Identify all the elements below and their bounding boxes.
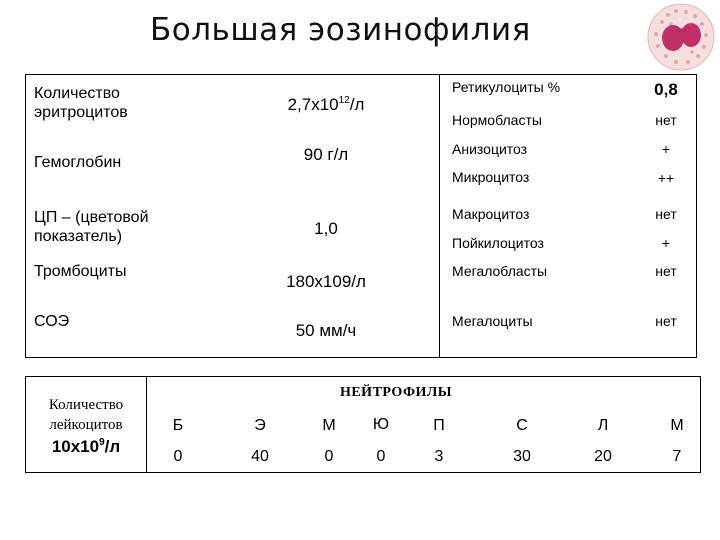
erythrocyte-count-label: Количество эритроцитов bbox=[34, 85, 128, 121]
blood-parameters-table bbox=[25, 74, 697, 358]
column-header-m2: М bbox=[670, 417, 684, 434]
esr-label: СОЭ bbox=[34, 313, 70, 330]
leukocyte-count-label-line1: Количество bbox=[48, 397, 124, 413]
value-metamyelocytes: 0 bbox=[376, 448, 386, 465]
leukocyte-count-label-line2: лейкоцитов bbox=[49, 417, 123, 433]
eosinophil-cell-image bbox=[646, 2, 716, 72]
erythrocyte-count-value: $2,7х10^{12}/л$ bbox=[287, 95, 365, 114]
column-header-l: Л bbox=[597, 417, 609, 434]
macrocytosis-label: Макроцитоз bbox=[452, 206, 530, 222]
column-header-m: М bbox=[322, 417, 336, 434]
microcytosis-value: ++ bbox=[657, 170, 675, 186]
value-segmented: 30 bbox=[513, 448, 531, 465]
esr-value: 50 мм/ч bbox=[295, 321, 357, 340]
platelets-label: Тромбоциты bbox=[34, 263, 127, 280]
column-header-yu: Ю bbox=[372, 416, 390, 433]
reticulocytes-value: 0,8 bbox=[654, 80, 678, 99]
column-header-p: П bbox=[433, 417, 445, 434]
value-monocytes: 7 bbox=[672, 448, 682, 465]
slide-title: Большая эозинофилия bbox=[150, 12, 531, 48]
reticulocytes-label: Ретикулоциты % bbox=[452, 79, 561, 95]
value-lymphocytes: 20 bbox=[594, 448, 612, 465]
column-header-b: Б bbox=[172, 417, 184, 434]
leukocyte-count-value: $10х10^9/л$ bbox=[51, 437, 121, 456]
column-header-s: С bbox=[516, 417, 528, 434]
normoblasts-value: нет bbox=[655, 112, 677, 128]
value-band: 3 bbox=[434, 448, 444, 465]
megalocytes-label: Мегалоциты bbox=[452, 313, 533, 329]
value-basophils: 0 bbox=[173, 448, 183, 465]
anisocytosis-value: + bbox=[661, 141, 671, 157]
column-header-e: Э bbox=[254, 417, 266, 434]
column-divider bbox=[439, 75, 440, 357]
megaloblasts-value: нет bbox=[655, 263, 677, 279]
value-myelocytes: 0 bbox=[324, 448, 334, 465]
normoblasts-label: Нормобласты bbox=[452, 112, 542, 128]
platelets-value: 180х109/л bbox=[286, 272, 366, 291]
color-index-label: ЦП – (цветовой показатель) bbox=[34, 209, 149, 245]
megalocytes-value: нет bbox=[655, 313, 677, 329]
leukocyte-count-cell bbox=[26, 377, 147, 472]
poikilocytosis-value: + bbox=[661, 235, 671, 251]
anisocytosis-label: Анизоцитоз bbox=[452, 141, 528, 157]
hemoglobin-label: Гемоглобин bbox=[34, 154, 122, 171]
color-index-value: 1,0 bbox=[314, 219, 338, 238]
leukocyte-formula-table bbox=[25, 376, 701, 473]
macrocytosis-value: нет bbox=[655, 206, 677, 222]
neutrophils-header: НЕЙТРОФИЛЫ bbox=[339, 385, 453, 400]
microcytosis-label: Микроцитоз bbox=[452, 169, 530, 185]
hemoglobin-value: 90 г/л bbox=[303, 145, 349, 164]
poikilocytosis-label: Пойкилоцитоз bbox=[452, 235, 544, 251]
megaloblasts-label: Мегалобласты bbox=[452, 263, 548, 279]
value-eosinophils: 40 bbox=[251, 448, 269, 465]
